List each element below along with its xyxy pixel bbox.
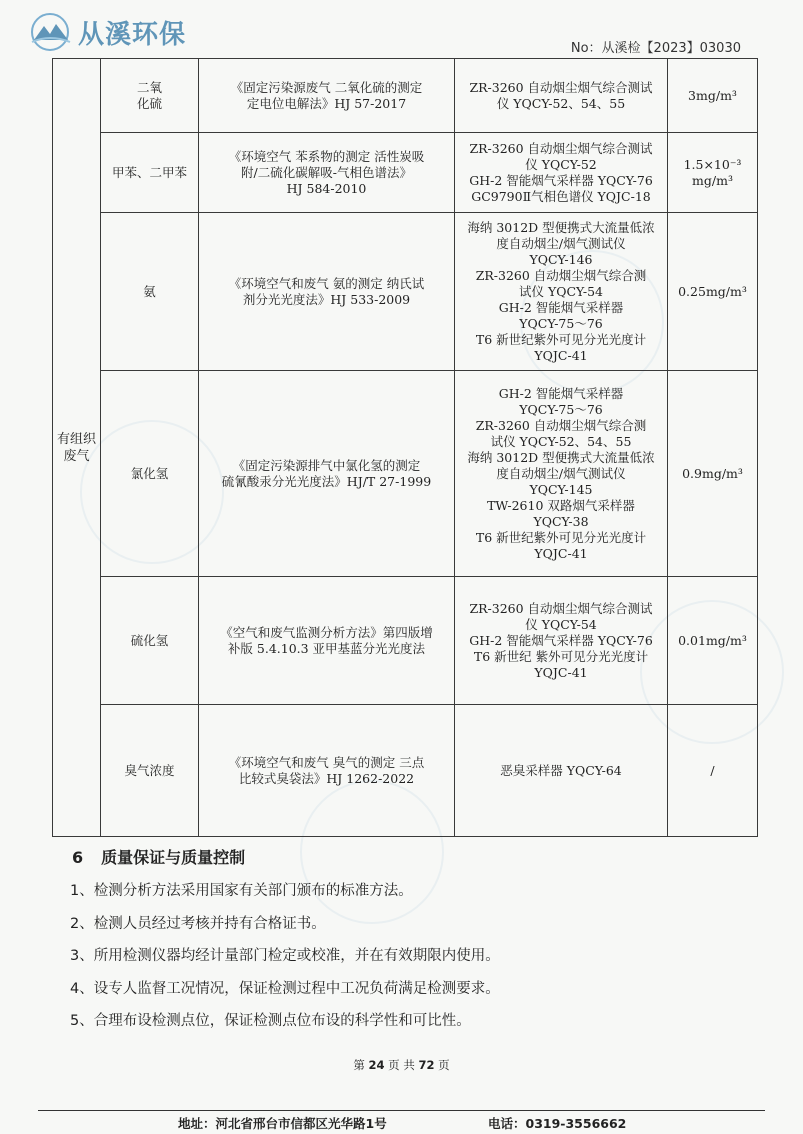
method-cell-line: 《固定污染源废气 二氧化硫的测定 xyxy=(230,79,423,95)
footer-divider xyxy=(38,1110,765,1111)
limit-cell-line: 0.9mg/m³ xyxy=(682,465,743,481)
footer-address: 地址：河北省邢台市信都区光华路1号 xyxy=(178,1116,387,1131)
instrument-cell-line: 试仪 YQCY-54 xyxy=(518,283,604,299)
analyte-cell xyxy=(101,213,199,371)
analyte-cell xyxy=(101,705,199,837)
limit-cell-line: 0.01mg/m³ xyxy=(678,632,747,648)
qa-list xyxy=(70,880,500,1043)
analyte-cell-line: 二氧 xyxy=(136,79,162,95)
limit-cell xyxy=(668,133,758,213)
instrument-cell-line: T6 新世纪 紫外可见分光光度计 xyxy=(473,648,649,664)
section-number: 6 xyxy=(72,848,84,867)
footer-phone: 电话：0319-3556662 xyxy=(488,1116,627,1131)
method-cell xyxy=(199,705,455,837)
instrument-cell xyxy=(455,705,668,837)
analyte-cell-line: 化硫 xyxy=(136,95,162,111)
analyte-cell xyxy=(101,371,199,577)
page-middle: 页 共 xyxy=(388,1058,415,1072)
instrument-cell-line: 仪 YQCY-52、54、55 xyxy=(496,95,626,111)
qa-item: 5、合理布设检测点位，保证检测点位布设的科学性和可比性。 xyxy=(70,1013,471,1029)
instrument-cell-line: YQCY-146 xyxy=(529,251,593,267)
instrument-cell-line: ZR-3260 自动烟尘烟气综合测试 xyxy=(469,79,653,95)
qa-item: 2、检测人员经过考核并持有合格证书。 xyxy=(70,915,326,932)
document-number: No：从溪检【2023】03030 xyxy=(570,41,741,56)
limit-cell xyxy=(668,577,758,705)
analyte-cell-line: 甲苯、二甲苯 xyxy=(111,164,187,180)
limit-cell-line: mg/m³ xyxy=(692,172,733,188)
instrument-cell xyxy=(455,213,668,371)
method-cell-line: 《空气和废气监测分析方法》第四版增 xyxy=(220,624,433,640)
instrument-cell-line: 仪 YQCY-54 xyxy=(525,616,597,632)
table-row xyxy=(53,213,758,371)
instrument-cell-line: ZR-3260 自动烟尘烟气综合测试 xyxy=(469,140,653,156)
instrument-cell-line: 度自动烟尘/烟气测试仪 xyxy=(496,465,626,481)
instrument-cell xyxy=(455,133,668,213)
instrument-cell-line: 海纳 3012D 型便携式大流量低浓 xyxy=(467,449,655,465)
qa-item: 4、设专人监督工况情况，保证检测过程中工况负荷满足检测要求。 xyxy=(70,980,500,997)
limit-cell xyxy=(668,213,758,371)
instrument-cell-line: YQJC-41 xyxy=(534,347,588,363)
method-cell xyxy=(199,213,455,371)
method-cell-line: 比较式臭袋法》HJ 1262-2022 xyxy=(238,770,415,786)
instrument-cell-line: YQJC-41 xyxy=(534,664,588,680)
instrument-cell-line: 试仪 YQCY-52、54、55 xyxy=(490,433,632,449)
table-row xyxy=(53,133,758,213)
instrument-cell-line: GH-2 智能烟气采样器 YQCY-76 xyxy=(469,632,653,648)
table-row xyxy=(53,59,758,133)
table-row xyxy=(53,577,758,705)
instrument-cell xyxy=(455,59,668,133)
method-cell-line: 补版 5.4.10.3 亚甲基蓝分光光度法 xyxy=(227,640,426,656)
instrument-cell-line: YQCY-75～76 xyxy=(519,401,603,417)
page-suffix: 页 xyxy=(438,1058,450,1072)
method-cell-line: 《环境空气和废气 氨的测定 纳氏试 xyxy=(228,275,425,291)
method-cell-line: HJ 584-2010 xyxy=(286,180,367,196)
page-total: 72 xyxy=(418,1058,435,1072)
instrument-cell-line: T6 新世纪紫外可见分光光度计 xyxy=(475,331,647,347)
limit-cell-line: 1.5×10⁻³ xyxy=(683,156,742,172)
analyte-cell-line: 臭气浓度 xyxy=(124,762,175,778)
limit-cell-line: 0.25mg/m³ xyxy=(678,283,747,299)
method-cell-line: 硫氰酸汞分光光度法》HJ/T 27-1999 xyxy=(221,473,432,489)
section-title xyxy=(72,845,245,868)
instrument-cell-line: ZR-3260 自动烟尘烟气综合测试 xyxy=(469,600,653,616)
logo-text: 从溪环保 xyxy=(78,19,187,50)
instrument-cell-line: YQJC-41 xyxy=(534,545,588,561)
page-current: 24 xyxy=(368,1058,385,1072)
method-cell-line: 附/二硫化碳解吸-气相色谱法》 xyxy=(241,164,412,180)
company-logo xyxy=(28,12,186,52)
method-cell-line: 剂分光光度法》HJ 533-2009 xyxy=(242,291,411,307)
method-cell-line: 《环境空气和废气 臭气的测定 三点 xyxy=(228,754,425,770)
category-label: 有组织废气 xyxy=(57,431,97,464)
instrument-cell-line: YQCY-145 xyxy=(529,481,593,497)
category-cell xyxy=(53,59,101,837)
instrument-cell-line: ZR-3260 自动烟尘烟气综合测 xyxy=(475,417,647,433)
instrument-cell-line: GC9790Ⅱ气相色谱仪 YQJC-18 xyxy=(471,188,651,204)
instrument-cell xyxy=(455,371,668,577)
section-heading: 质量保证与质量控制 xyxy=(101,848,246,867)
qa-item: 3、所用检测仪器均经计量部门检定或校准，并在有效期限内使用。 xyxy=(70,948,500,964)
instrument-cell-line: YQCY-75～76 xyxy=(519,315,603,331)
instrument-cell-line: TW-2610 双路烟气采样器 xyxy=(487,497,635,513)
method-cell xyxy=(199,59,455,133)
instrument-cell-line: YQCY-38 xyxy=(533,513,589,529)
table-row xyxy=(53,705,758,837)
method-cell xyxy=(199,577,455,705)
method-cell xyxy=(199,371,455,577)
analyte-cell xyxy=(101,577,199,705)
instrument-cell-line: ZR-3260 自动烟尘烟气综合测 xyxy=(475,267,647,283)
method-cell-line: 定电位电解法》HJ 57-2017 xyxy=(246,95,407,111)
method-cell xyxy=(199,133,455,213)
limit-cell xyxy=(668,59,758,133)
qa-item: 1、检测分析方法采用国家有关部门颁布的标准方法。 xyxy=(70,883,413,899)
analyte-cell xyxy=(101,133,199,213)
analyte-cell-line: 硫化氢 xyxy=(130,632,169,648)
instrument-cell-line: GH-2 智能烟气采样器 xyxy=(498,385,624,401)
instrument-cell xyxy=(455,577,668,705)
analyte-cell-line: 氨 xyxy=(143,283,156,299)
logo-mountain-icon xyxy=(28,12,74,52)
instrument-cell-line: 恶臭采样器 YQCY-64 xyxy=(500,762,622,778)
limit-cell xyxy=(668,705,758,837)
limit-cell-line: 3mg/m³ xyxy=(688,87,737,103)
analyte-cell xyxy=(101,59,199,133)
table-row xyxy=(53,371,758,577)
page-prefix: 第 xyxy=(353,1058,365,1072)
analyte-cell-line: 氯化氢 xyxy=(130,465,169,481)
method-cell-line: 《环境空气 苯系物的测定 活性炭吸 xyxy=(228,148,425,164)
instrument-cell-line: T6 新世纪紫外可见分光光度计 xyxy=(475,529,647,545)
page-number xyxy=(0,1057,803,1073)
method-cell-line: 《固定污染源排气中氯化氢的测定 xyxy=(232,457,421,473)
instrument-cell-line: GH-2 智能烟气采样器 YQCY-76 xyxy=(469,172,653,188)
method-table xyxy=(52,58,758,837)
limit-cell xyxy=(668,371,758,577)
instrument-cell-line: 度自动烟尘/烟气测试仪 xyxy=(496,235,626,251)
instrument-cell-line: 仪 YQCY-52 xyxy=(525,156,597,172)
instrument-cell-line: 海纳 3012D 型便携式大流量低浓 xyxy=(467,219,655,235)
limit-cell-line: / xyxy=(710,762,715,778)
instrument-cell-line: GH-2 智能烟气采样器 xyxy=(498,299,624,315)
